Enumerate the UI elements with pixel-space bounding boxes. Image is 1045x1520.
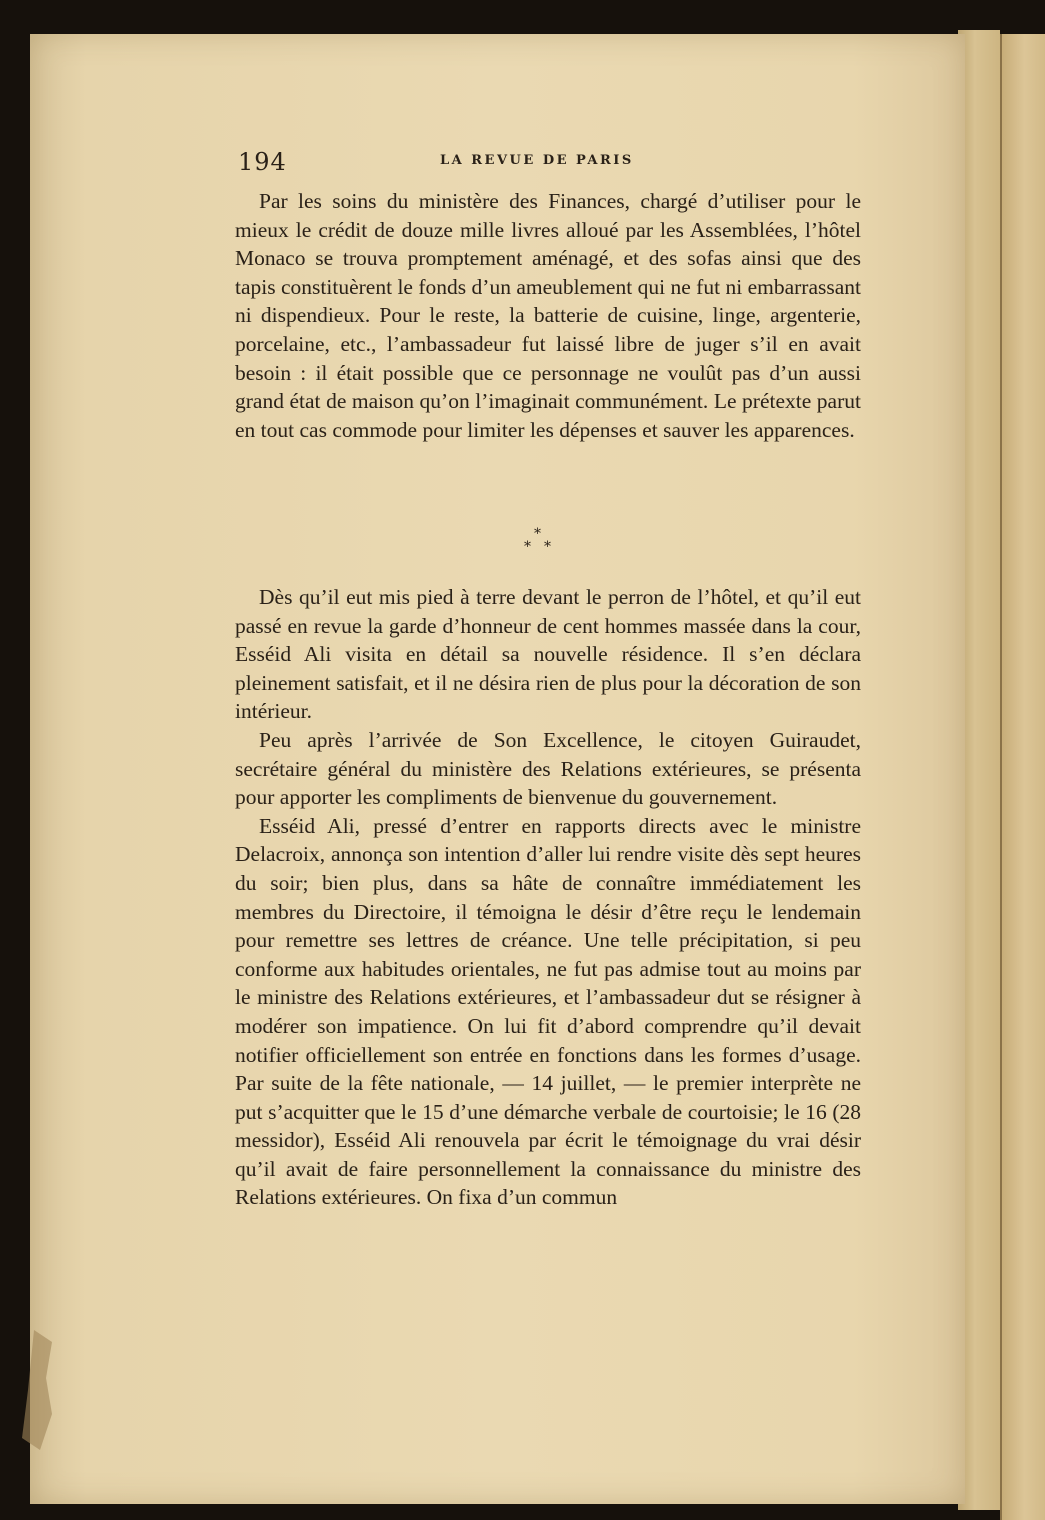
paragraph: Par les soins du ministère des Finances, chargé d’utiliser pour le mieux le crédit de douze mille livres alloué par les Assemblées, l’hôtel Monaco se trouva promptement aménagé, et des sofas ainsi que des tapis constituèrent le fonds d’un ameublement qui ne fut ni embarrassant ni dispendieux. Pour le reste, la batterie de cuisine, linge, argenterie, porcelaine, etc., l’ambassadeur fut laissé libre de juger s’il en avait besoin : il était possible que ce personnage ne voulût pas d’un aussi grand état de maison qu’on l’imaginait communément. Le prétexte parut en tout cas commode pour limiter les dépenses et sauver les apparences. [235,189,861,442]
facing-page-edge [1000,34,1045,1520]
paragraph: Peu après l’arrivée de Son Excellence, le citoyen Guiraudet, secrétaire général du ministère des Relations extérieures, se présenta pour apporter les compliments de bienvenue du gouvernement. [235,727,861,810]
text-block-section-1 [235,187,861,444]
section-separator-asterism [519,526,559,566]
paragraph: Dès qu’il eut mis pied à terre devant le perron de l’hôtel, et qu’il eut passé en revue la garde d’honneur de cent hommes massée dans la cour, Esséid Ali visita en détail sa nouvelle résidence. Il s’en déclara pleinement satisfait, et il ne désira rien de plus pour la décoration de son intérieur. [235,585,861,724]
running-title: LA REVUE DE PARIS [440,153,634,168]
asterisk-top: * [534,526,541,542]
text-block-section-2 [235,583,861,1212]
asterisk-right: * [544,539,551,555]
page-header [238,148,860,178]
asterisk-left: * [524,539,531,555]
page-number: 194 [238,148,287,176]
paragraph: Esséid Ali, pressé d’entrer en rapports directs avec le ministre Delacroix, annonça son intention d’aller lui rendre visite dès sept heures du soir; bien plus, dans sa hâte de connaître immédiatement les membres du Directoire, il témoigna le désir d’être reçu le lendemain pour remettre ses lettres de créance. Une telle précipitation, si peu conforme aux habitudes orientales, ne fut pas admise tout au moins par le ministre des Relations extérieures, et l’ambassadeur dut se résigner à modérer son impatience. On lui fit d’abord comprendre qu’il devait notifier officiellement son entrée en fonctions dans les formes d’usage. Par suite de la fête nationale, — 14 juillet, — le premier interprète ne put s’acquitter que le 15 d’une démarche verbale de courtoisie; le 16 (28 messidor), Esséid Ali renouvela par écrit le témoignage du vrai désir qu’il avait de faire personnellement la connaissance du ministre des Relations extérieures. On fixa d’un commun [235,813,861,1210]
